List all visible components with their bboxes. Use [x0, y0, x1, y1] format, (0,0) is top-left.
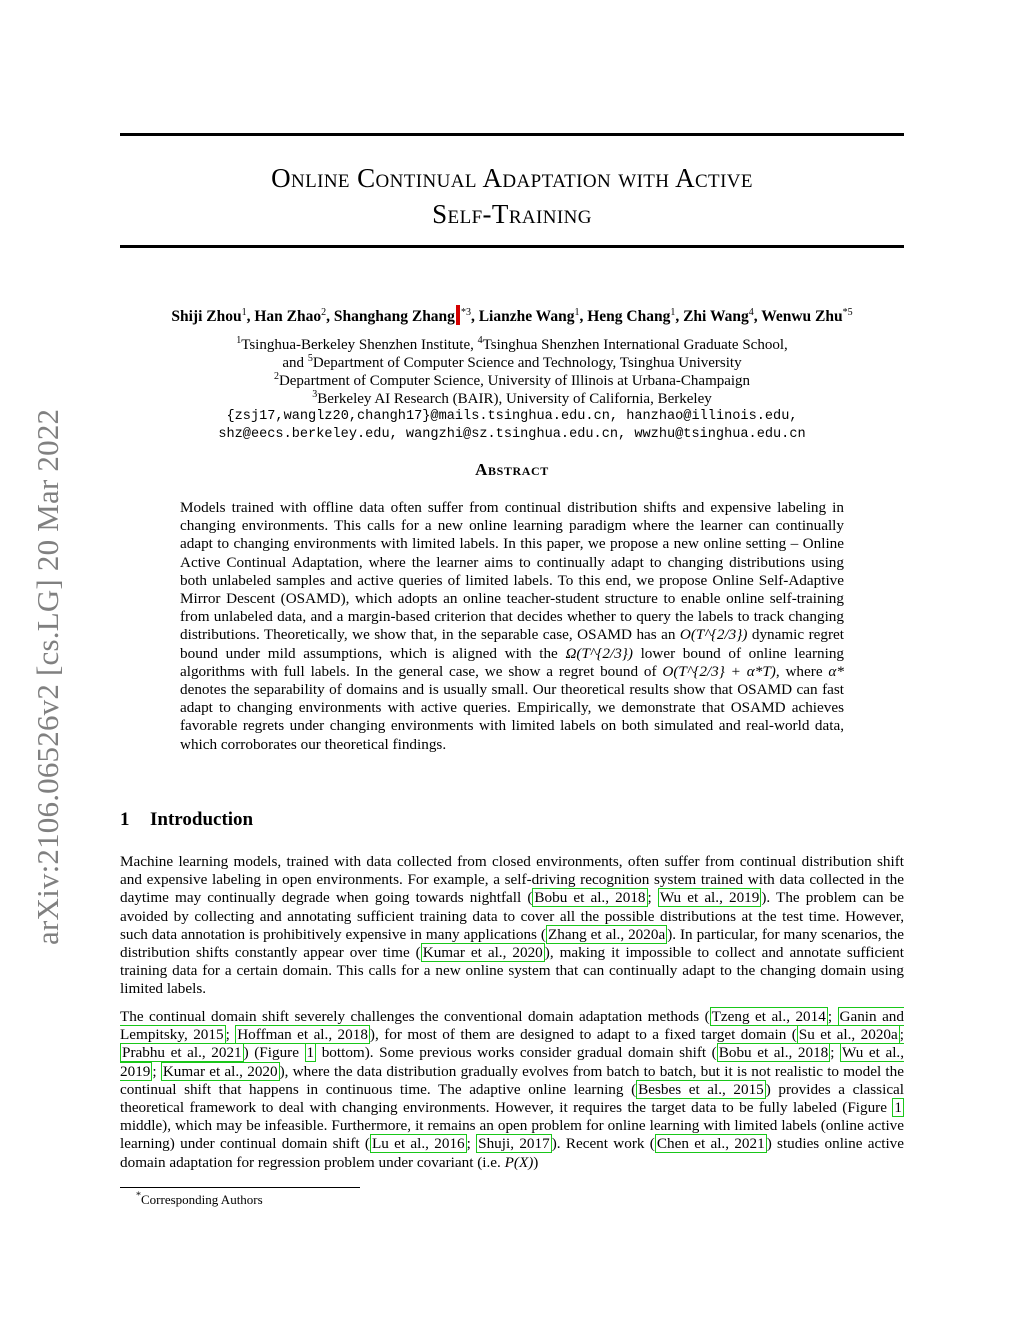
abstract-text: Models trained with offline data often suffer from continual distribution shifts and expensive labeling in changing environments. This calls for a new online learning paradigm where the learner can continually adapt to changing environments with limited labels. In this paper, we propose a new online setting – Online Active Continual Adaptation, where the learner aims to continually adapt to changing distributions using both unlabeled samples and active queries of limited labels. To this end, we propose Online Self-Adaptive Mirror Descent (OSAMD), which adopts an online teacher-student structure to enable online self-training from unlabeled data, and a margin-based criterion that decides whether to query the labels to track changing distributions. Theoretically, we show that, in the separable case, OSAMD has an: [180, 499, 844, 644]
body-text: The continual domain shift severely challenges the conventional domain adaptation methods (: [120, 1008, 710, 1025]
affiliation-line: [120, 354, 904, 372]
author-name: Zhi Wang: [683, 308, 749, 325]
math-expression: P(X): [504, 1153, 534, 1171]
body-text: ), for most of them are designed to adapt to a fixed target domain (: [369, 1026, 797, 1044]
affil-sup: 1: [236, 335, 242, 346]
section-heading-introduction: [120, 809, 253, 831]
body-text: ;: [899, 1026, 904, 1044]
citation-author: Tzeng et al.,: [711, 1008, 790, 1025]
abstract-body: [180, 499, 844, 754]
footnote-rule: [120, 1187, 360, 1188]
affil-sup: 3: [312, 389, 318, 400]
author-list: Shiji Zhou$^1$, Han Zhao$^2$, Shanghang Zhang $^{*3}$, Lianzhe Wang$^1$, Heng Chang$^1$, Zhi Wang$^4$, Wenwu Zhu$^{*5}$: [171, 306, 853, 325]
body-text: ;: [466, 1135, 477, 1153]
affiliation-line: [120, 336, 904, 354]
citation-author: Besbes et al.,: [638, 1080, 726, 1098]
body-text: ;: [225, 1026, 236, 1044]
citation-link[interactable]: [717, 1043, 831, 1062]
section-number: 1: [120, 809, 130, 830]
citation-author: Chen et al.,: [656, 1135, 730, 1153]
abstract-text: , where: [775, 662, 829, 680]
citation-author: Lu et al.,: [371, 1135, 429, 1153]
citation-year: 2014: [795, 1008, 826, 1025]
section-title: Introduction: [150, 809, 254, 830]
citation-author: Shuji,: [478, 1135, 515, 1153]
affil-sup: 5: [307, 353, 313, 364]
figure-link[interactable]: 1: [894, 1099, 902, 1117]
citation-author: Kumar et al.,: [422, 944, 507, 962]
affil-sup: 4: [477, 335, 483, 346]
citation-year: 2020: [512, 944, 543, 962]
intro-paragraph-1: [120, 853, 904, 999]
abstract-text: lower bound of online learning algorithms with full labels. In the general case, we show a regret bound of: [180, 644, 845, 680]
author-name: Heng Chang: [587, 308, 671, 325]
author-name: Shanghang Zhang: [333, 308, 455, 325]
abstract-heading: Abstract: [475, 460, 549, 479]
citation-author: Bobu et al.,: [534, 889, 610, 907]
body-text: ) studies online active domain adaptation for regression problem under covariant (i.e.: [120, 1135, 905, 1171]
citation-link[interactable]: [235, 1025, 370, 1044]
math-expression: O(T^{2/3} + α*T): [662, 662, 776, 680]
paper-title: [120, 160, 904, 232]
title-line-2: Self-Training: [432, 199, 592, 229]
footnote-text: Corresponding Authors: [141, 1192, 263, 1207]
affiliation-line: [120, 390, 904, 408]
author-name: Wenwu Zhu: [761, 308, 843, 325]
body-text: ): [533, 1153, 539, 1171]
affiliations: [120, 336, 904, 444]
math-expression: α*: [828, 662, 844, 680]
citation-author: Bobu et al.,: [718, 1044, 793, 1062]
citation-link[interactable]: [655, 1134, 767, 1153]
citation-link[interactable]: [120, 1043, 244, 1062]
math-expression: Ω(T^{2/3}): [565, 644, 633, 662]
citation-link[interactable]: [546, 925, 667, 944]
citation-link[interactable]: [421, 943, 545, 962]
citation-author: Kumar et al.,: [162, 1062, 243, 1080]
email-line: {zsj17,wanglz20,changh17}@mails.tsinghua.edu.cn, hanzhao@illinois.edu,: [226, 409, 798, 424]
citation-author: Wu et al.,: [842, 1044, 905, 1062]
author-sup: 1: [241, 306, 247, 318]
body-text: ). In particular, for many scenarios, the distribution shifts constantly appear over time (: [120, 925, 904, 962]
body-text: ;: [830, 1044, 841, 1062]
author-name: Lianzhe Wang: [478, 308, 575, 325]
citation-year: 2021: [211, 1044, 242, 1062]
body-text: ), making it impossible to collect and annotate sufficient training data for a certain domain. This calls for a new online system that can continually adapt to the changing domain using limited labels.: [120, 944, 904, 998]
citation-author: Wu et al.,: [659, 889, 723, 907]
citation-year: 2020: [247, 1062, 278, 1080]
author-name: Shiji Zhou: [171, 308, 242, 325]
body-text: middle), which may be infeasible. Furthermore, it remains an open problem for online learning with limited labels (online active learning) under continual domain shift (: [120, 1117, 904, 1153]
citation-link[interactable]: [797, 1025, 900, 1044]
title-rule-bottom: [120, 245, 904, 248]
citation-author: Hoffman et al.,: [237, 1026, 333, 1044]
citation-link[interactable]: [636, 1080, 766, 1099]
citation-link[interactable]: [658, 888, 762, 907]
body-text: ) provides a classical theoretical framework to deal with changing environments. However, it requires the target data to be fully labeled (Figure: [120, 1080, 905, 1117]
abstract-text: dynamic regret bound under mild assumptions, which is aligned with the: [180, 626, 844, 662]
math-expression: O(T^{2/3}): [679, 626, 748, 644]
intro-paragraph-2: [120, 1008, 904, 1172]
citation-year: 2015: [733, 1080, 764, 1098]
abstract-text: denotes the separability of domains and is usually small. Our theoretical results show that OSAMD can fast adapt to changing environments with active queries. Empirically, we demonstrate that OSAMD achieves favorable regrets under changing environments with limited labels on both simulated and real-world data, which corroborates our theoretical findings.: [180, 681, 844, 753]
body-text: bottom). Some previous works consider gradual domain shift (: [316, 1044, 717, 1062]
affil-text: Berkeley AI Research (BAIR), University of California, Berkeley: [317, 391, 712, 407]
citation-author: Su et al.,: [798, 1026, 856, 1044]
citation-year: 2020a: [860, 1026, 898, 1044]
email-line: shz@eecs.berkeley.edu, wangzhi@sz.tsinghua.edu.cn, wwzhu@tsinghua.edu.cn: [218, 427, 806, 442]
body-text: ). The problem can be avoided by collecting and annotating sufficient training data to cover all the possible distributions at the test time. However, such data annotation is prohibitively expensive in many applications (: [120, 889, 904, 943]
author-name: Han Zhao: [254, 308, 322, 325]
citation-link[interactable]: [532, 888, 647, 907]
citation-year: 2020a: [628, 925, 666, 943]
citation-year: 2021: [734, 1135, 765, 1153]
affil-text: Department of Computer Science, University of Illinois at Urbana-Champaign: [278, 373, 751, 389]
affiliation-line: [120, 372, 904, 390]
citation-link[interactable]: [161, 1062, 280, 1081]
affil-text: Tsinghua Shenzhen International Graduate School,: [482, 337, 788, 353]
affil-text: Department of Computer Science and Technology, Tsinghua University: [312, 355, 742, 371]
citation-year: 2019: [728, 889, 760, 907]
footnote-mark: *: [136, 1190, 141, 1202]
citation-author: Prabhu et al.,: [122, 1044, 206, 1062]
affil-sup: 2: [273, 371, 279, 382]
footnote: [136, 1192, 263, 1208]
affil-text: and: [282, 355, 308, 371]
author-sup: 4: [748, 306, 754, 318]
author-sup: *3: [460, 306, 471, 318]
citation-link[interactable]: [370, 1134, 467, 1153]
citation-year: 2018: [615, 889, 646, 907]
citation-link[interactable]: [476, 1134, 552, 1153]
body-text: Machine learning models, trained with data collected from closed environments, often suffer from continual distribution shift and expensive labeling in open environments. For example, a self-driving recognition system trained with data collected in the daytime may continually degrade when going towards nightfall (: [120, 853, 904, 907]
body-text: ) (Figure: [243, 1044, 305, 1062]
citation-author: Ganin and Lempitsky,: [120, 1008, 904, 1044]
citation-year: 2018: [797, 1044, 829, 1062]
arxiv-stamp: arXiv:2106.06526v2 [cs.LG] 20 Mar 2022: [30, 408, 65, 945]
author-sup: 2: [321, 306, 327, 318]
corresponding-marker: [456, 305, 460, 325]
citation-author: Zhang et al.,: [547, 925, 625, 943]
body-text: ;: [827, 1008, 838, 1025]
citation-link[interactable]: [710, 1007, 828, 1026]
citation-year: 2015: [193, 1026, 224, 1044]
author-sup: *5: [842, 306, 853, 318]
figure-link[interactable]: 1: [306, 1044, 315, 1062]
body-text: ;: [152, 1062, 161, 1080]
body-text: ;: [647, 889, 658, 907]
citation-year: 2017: [519, 1135, 550, 1153]
author-sup: 1: [574, 306, 580, 318]
title-line-1: Online Continual Adaptation with Active: [271, 163, 753, 193]
citation-year: 2016: [434, 1135, 465, 1153]
citation-year: 2018: [337, 1026, 368, 1044]
citation-year: 2019: [120, 1062, 151, 1080]
body-text: ), where the data distribution gradually evolves from batch to batch, but it is not realistic to model the continual shift that happens in continuous time. The adaptive online learning (: [120, 1062, 904, 1098]
title-rule-top: [120, 133, 904, 136]
author-sup: 1: [670, 306, 676, 318]
affil-text: Tsinghua-Berkeley Shenzhen Institute,: [241, 337, 478, 353]
body-text: ). Recent work (: [551, 1135, 655, 1153]
